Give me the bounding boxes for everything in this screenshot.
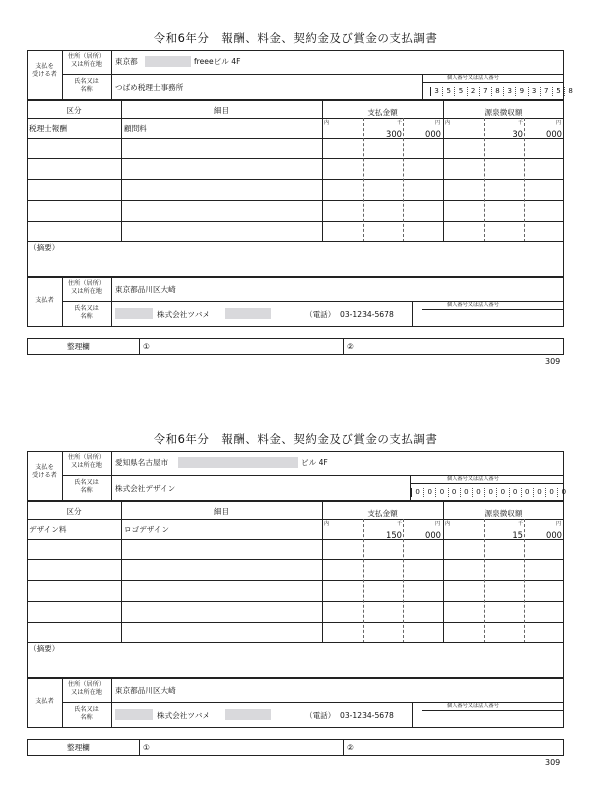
col-withholding: 源泉徴収額 xyxy=(484,509,523,518)
unit-yen: 円 xyxy=(556,120,562,126)
phone-label: （電話） xyxy=(305,310,336,319)
unit-uchi: 内 xyxy=(324,120,330,126)
recipient-id-digits: 3 5 5 2 7 8 3 9 3 7 5 8 xyxy=(430,87,576,96)
admin-label: 整理欄 xyxy=(67,743,90,752)
payment-yen: 000 xyxy=(425,129,441,139)
recipient-section-label: 支払を 受ける者 xyxy=(32,464,57,479)
payer-name-label: 氏名又は 名称 xyxy=(74,305,99,320)
recipient-address-prefix: 愛知県名古屋市 xyxy=(115,458,169,467)
recipient-id-digits: 0 0 0 0 0 0 0 0 0 0 0 0 0 xyxy=(411,488,569,497)
recipient-name: つばめ税理士事務所 xyxy=(115,83,184,92)
id-number-label: 個人番号又は法人番号 xyxy=(447,476,499,482)
col-withholding: 源泉徴収額 xyxy=(484,108,523,117)
col-detail: 細目 xyxy=(213,507,230,516)
admin-row xyxy=(27,338,564,355)
slip-grid xyxy=(27,50,573,351)
payment-thousands: 150 xyxy=(386,530,402,540)
payer-section-label: 支払者 xyxy=(35,297,54,304)
row-category: 税理士報酬 xyxy=(29,124,67,133)
admin-label: 整理欄 xyxy=(67,342,90,351)
redacted-payer-left xyxy=(115,709,153,720)
row-detail: 顧問料 xyxy=(124,124,147,133)
unit-sen: 千 xyxy=(518,120,524,126)
remarks-box xyxy=(27,642,564,678)
col-category: 区分 xyxy=(66,507,82,516)
payment-thousands: 300 xyxy=(386,129,402,139)
unit-uchi: 内 xyxy=(324,521,330,527)
withholding-yen: 000 xyxy=(546,530,562,540)
id-number-label: 個人番号又は法人番号 xyxy=(447,75,499,81)
payer-address-label: 住所（居所） 又は所在地 xyxy=(67,280,106,295)
row-detail: ロゴデザイン xyxy=(124,525,170,534)
remarks-label: （摘要） xyxy=(29,644,60,653)
payer-address: 東京都品川区大崎 xyxy=(115,686,176,695)
withholding-thousands: 30 xyxy=(512,129,523,139)
redacted-address xyxy=(178,457,298,468)
payer-name: 株式会社ツバメ xyxy=(157,310,211,319)
phone-label: （電話） xyxy=(305,711,336,720)
row-category: デザイン料 xyxy=(29,525,67,534)
unit-yen: 円 xyxy=(556,521,562,527)
page-code: 309 xyxy=(545,357,561,366)
remarks-box xyxy=(27,241,564,277)
remarks-label: （摘要） xyxy=(29,243,60,252)
admin-row xyxy=(27,739,564,756)
name-label: 氏名又は 名称 xyxy=(74,479,99,494)
payer-phone: 03-1234-5678 xyxy=(340,310,394,319)
redacted-payer-left xyxy=(115,308,153,319)
slip-title: 令和6年分 報酬、料金、契約金及び賞金の支払調書 xyxy=(153,31,438,45)
payer-id-label: 個人番号又は法人番号 xyxy=(447,703,499,709)
unit-sen: 千 xyxy=(518,521,524,527)
col-payment: 支払金額 xyxy=(367,108,398,117)
withholding-thousands: 15 xyxy=(512,530,523,540)
redacted-payer-right xyxy=(225,308,271,319)
redacted-payer-right xyxy=(225,709,271,720)
payer-id-label: 個人番号又は法人番号 xyxy=(447,302,499,308)
address-label: 住所（居所） 又は所在地 xyxy=(67,53,106,68)
recipient-address-suffix: freeeビル 4F xyxy=(194,57,241,66)
admin-slot-1: ① xyxy=(143,342,150,351)
recipient-name: 株式会社デザイン xyxy=(115,484,176,493)
unit-sen: 千 xyxy=(397,521,403,527)
payer-name-label: 氏名又は 名称 xyxy=(74,706,99,721)
withholding-yen: 000 xyxy=(546,129,562,139)
col-payment: 支払金額 xyxy=(367,509,398,518)
redacted-address xyxy=(145,56,191,67)
recipient-address-suffix: ビル 4F xyxy=(301,458,328,467)
admin-slot-1: ① xyxy=(143,743,150,752)
admin-slot-2: ② xyxy=(347,342,354,351)
slip-grid xyxy=(27,451,567,752)
page-code: 309 xyxy=(545,758,561,767)
unit-sen: 千 xyxy=(397,120,403,126)
slip-title: 令和6年分 報酬、料金、契約金及び賞金の支払調書 xyxy=(153,432,438,446)
recipient-section-label: 支払を 受ける者 xyxy=(32,63,57,78)
col-category: 区分 xyxy=(66,106,82,115)
unit-uchi: 内 xyxy=(445,521,451,527)
admin-slot-2: ② xyxy=(347,743,354,752)
address-label: 住所（居所） 又は所在地 xyxy=(67,454,106,469)
col-detail: 細目 xyxy=(213,106,230,115)
payer-address: 東京都品川区大崎 xyxy=(115,285,176,294)
payer-phone: 03-1234-5678 xyxy=(340,711,394,720)
name-label: 氏名又は 名称 xyxy=(74,78,99,93)
payer-section-label: 支払者 xyxy=(35,698,54,705)
unit-uchi: 内 xyxy=(445,120,451,126)
unit-yen: 円 xyxy=(435,120,441,126)
unit-yen: 円 xyxy=(435,521,441,527)
payer-address-label: 住所（居所） 又は所在地 xyxy=(67,681,106,696)
payment-yen: 000 xyxy=(425,530,441,540)
recipient-address-prefix: 東京都 xyxy=(115,57,138,66)
payer-name: 株式会社ツバメ xyxy=(157,711,211,720)
